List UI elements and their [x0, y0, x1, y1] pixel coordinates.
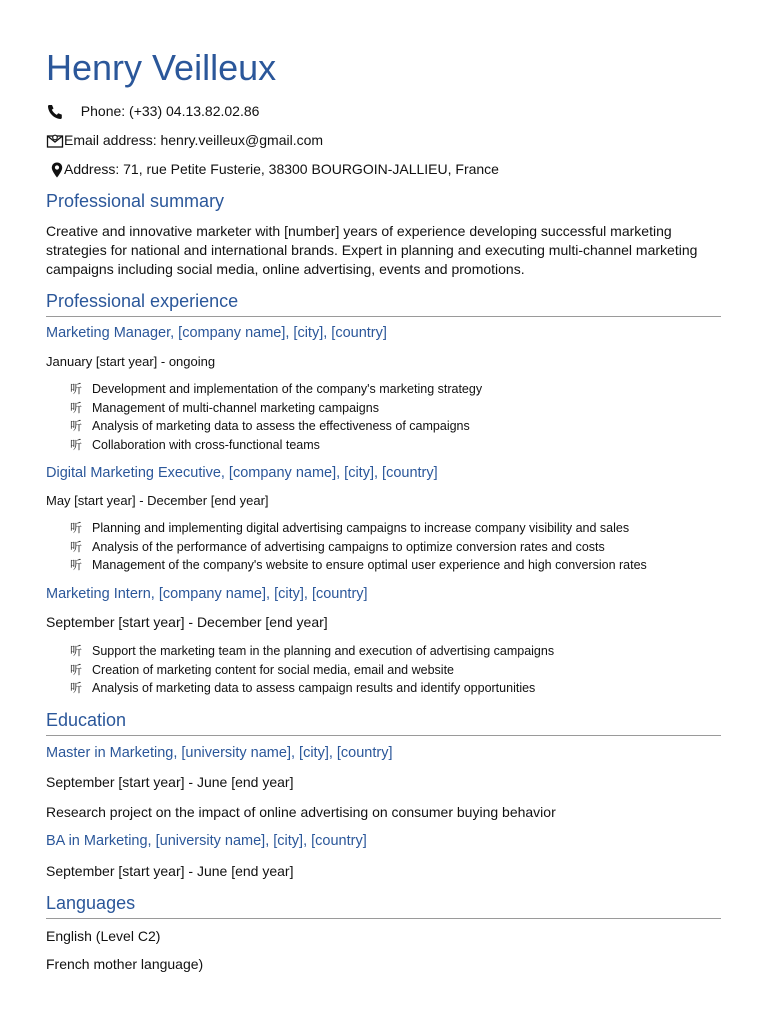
language-item: French mother language): [46, 956, 204, 972]
bullet-marker: 听: [70, 400, 83, 415]
language-item: English (Level C2): [46, 928, 161, 944]
bullet-marker: 听: [70, 382, 83, 396]
list-item: 听 Development and implementation of the company's marketing strategy: [70, 380, 482, 399]
languages-heading: Languages: [46, 891, 721, 919]
phone-value: : (+33) 04.13.82.02.86: [121, 103, 260, 119]
job-dates: May [start year] - December [end year]: [46, 493, 269, 508]
degree-dates: September [start year] - June [end year]: [46, 774, 294, 790]
bullet-marker: 听: [70, 419, 83, 433]
bullet-marker: 听: [70, 558, 83, 572]
summary-heading: Professional summary: [46, 191, 225, 211]
list-item: 听 Management of the company's website to ensure optimal user experience and high conversion rates: [70, 556, 647, 575]
list-item: 听 Support the marketing team in the planning and execution of advertising campaigns: [70, 642, 554, 661]
job-title: Marketing Intern, [company name], [city], [country]: [46, 586, 368, 602]
email-value[interactable]: henry.veilleux@gmail.com: [156, 132, 324, 148]
degree-title: Master in Marketing, [university name], [city], [country]: [46, 745, 393, 761]
education-heading: Education: [46, 708, 721, 736]
list-item: 听 Analysis of marketing data to assess the effectiveness of campaigns: [70, 417, 482, 436]
list-item: 听 Planning and implementing digital advertising campaigns to increase company visibility and sales: [70, 519, 647, 538]
job-dates: September [start year] - December [end year]: [46, 614, 328, 630]
list-item: 听 Collaboration with cross-functional teams: [70, 436, 482, 455]
address-line: [50, 159, 499, 179]
address-value: 71, rue Petite Fusterie, 38300 BOURGOIN-JALLIEU, France: [119, 161, 499, 177]
job-bullets: [70, 519, 647, 575]
list-item: 听 Creation of marketing content for social media, email and website: [70, 661, 554, 680]
bullet-marker: 听: [70, 521, 83, 535]
email-label: Email address:: [64, 132, 157, 148]
job-title: Marketing Manager, [company name], [city], [country]: [46, 325, 387, 341]
job-bullets: [70, 380, 482, 454]
email-icon: [46, 132, 64, 150]
phone-icon: [46, 103, 64, 121]
list-item: 听 Management of multi-channel marketing campaigns: [70, 399, 482, 418]
job-dates: January [start year] - ongoing: [46, 354, 216, 369]
email-line: [46, 130, 323, 150]
bullet-marker: 听: [70, 662, 83, 677]
address-label: Address:: [64, 161, 120, 177]
phone-line: [46, 101, 259, 121]
location-pin-icon: [50, 161, 64, 179]
bullet-marker: 听: [70, 539, 83, 554]
bullet-marker: 听: [70, 681, 83, 695]
bullet-marker: 听: [70, 644, 83, 658]
list-item: 听 Analysis of the performance of advertising campaigns to optimize conversion rates and costs: [70, 538, 647, 557]
degree-note: Research project on the impact of online advertising on consumer buying behavior: [46, 804, 556, 820]
experience-heading: Professional experience: [46, 289, 721, 317]
degree-dates: September [start year] - June [end year]: [46, 863, 294, 879]
candidate-name: Henry Veilleux: [46, 47, 277, 88]
list-item: 听 Analysis of marketing data to assess campaign results and identify opportunities: [70, 679, 554, 698]
job-bullets: [70, 642, 554, 698]
degree-title: BA in Marketing, [university name], [city], [country]: [46, 833, 367, 849]
bullet-marker: 听: [70, 437, 83, 452]
phone-label: Phone: [80, 103, 122, 119]
summary-text: Creative and innovative marketer with [number] years of experience developing successful marketing strategies for national and international brands. Expert in planning and executing multi-channel marketing campaigns including social media, online advertising, events and promotions.: [46, 223, 698, 277]
job-title: Digital Marketing Executive, [company name], [city], [country]: [46, 465, 438, 481]
